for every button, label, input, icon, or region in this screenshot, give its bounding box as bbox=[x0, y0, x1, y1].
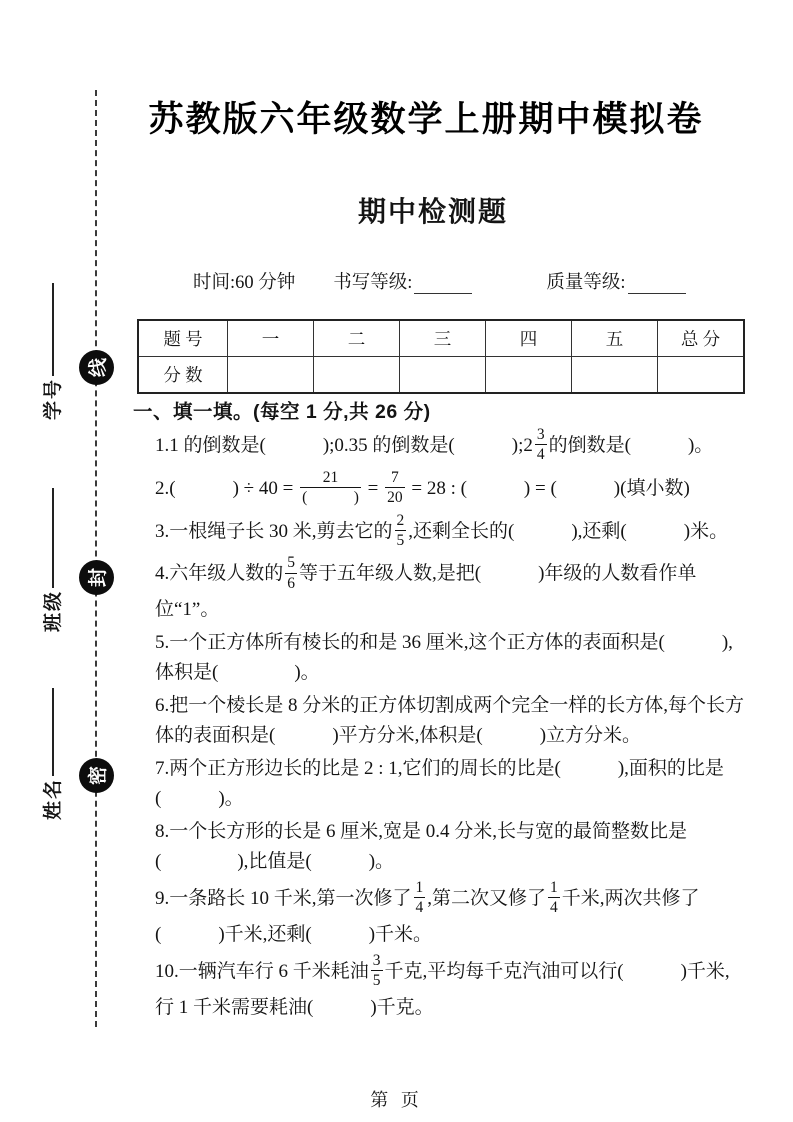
fraction bbox=[414, 878, 426, 918]
question bbox=[155, 953, 761, 1023]
question-line bbox=[155, 513, 761, 553]
seal-margin-label-text: 学号 bbox=[42, 377, 64, 420]
fraction-numerator: 5 bbox=[287, 554, 296, 572]
question-line bbox=[155, 920, 761, 950]
question bbox=[155, 817, 761, 877]
question bbox=[155, 555, 761, 625]
fraction bbox=[548, 878, 560, 918]
question bbox=[155, 691, 761, 751]
question-text: = bbox=[362, 477, 384, 499]
exam-info-row bbox=[193, 268, 686, 294]
question-text: 体的表面积是( )平方分米,体积是( )立方分米。 bbox=[155, 725, 642, 746]
question-line bbox=[155, 470, 761, 510]
seal-margin-label-blank bbox=[49, 688, 54, 776]
score-cell-blank bbox=[314, 357, 400, 394]
question-line bbox=[155, 880, 761, 920]
question-line bbox=[155, 754, 761, 784]
fraction-numerator: 2 bbox=[396, 511, 405, 529]
question-text: 4.六年级人数的 bbox=[155, 563, 284, 585]
fraction-denominator: 6 bbox=[287, 574, 296, 592]
quality-grade-blank bbox=[628, 290, 686, 294]
score-cell-blank bbox=[228, 357, 314, 394]
question-line bbox=[155, 595, 761, 625]
question-text: 位“1”。 bbox=[155, 599, 220, 620]
seal-margin-label-text: 班级 bbox=[42, 589, 64, 632]
question-line bbox=[155, 658, 761, 688]
fraction bbox=[371, 951, 383, 991]
score-cell-blank bbox=[486, 357, 572, 394]
question bbox=[155, 754, 761, 814]
question-line bbox=[155, 721, 761, 751]
section-1-heading: 一、填一填。(每空 1 分,共 26 分) bbox=[133, 401, 431, 423]
question-text: = 28 : ( ) = ( )(填小数) bbox=[406, 477, 690, 499]
fraction-numerator: 1 bbox=[415, 879, 424, 896]
fraction-numerator: 3 bbox=[372, 951, 381, 969]
fraction-denominator: 4 bbox=[536, 446, 545, 464]
page-footer: 第 页 bbox=[370, 1090, 423, 1110]
fraction bbox=[300, 468, 361, 508]
question-text: ,还剩全长的( ),还剩( )米。 bbox=[408, 520, 729, 542]
fraction-numerator: 1 bbox=[550, 879, 558, 896]
question bbox=[155, 880, 761, 950]
page-subtitle: 期中检测题 bbox=[357, 197, 508, 228]
question-text: 行 1 千米需要耗油( )千克。 bbox=[155, 996, 434, 1018]
fraction-numerator: 7 bbox=[390, 468, 399, 486]
score-table bbox=[137, 319, 745, 394]
fraction-denominator: ( ) bbox=[302, 489, 359, 507]
question-text: 体积是( )。 bbox=[155, 662, 320, 683]
question bbox=[155, 470, 761, 510]
seal-margin-label-blank bbox=[49, 283, 54, 376]
seal-circle-0: 线 bbox=[79, 350, 114, 385]
score-table-header-cell: 五 bbox=[572, 320, 658, 357]
seal-circle-2: 密 bbox=[79, 758, 114, 793]
fraction-denominator: 4 bbox=[550, 899, 558, 917]
score-table-header-cell: 三 bbox=[400, 320, 486, 357]
writing-grade-label: 书写等级: bbox=[333, 273, 413, 293]
fraction-denominator: 4 bbox=[415, 899, 424, 917]
question bbox=[155, 427, 761, 467]
score-table-header-cell: 题 号 bbox=[138, 320, 228, 357]
question-line bbox=[155, 784, 761, 814]
seal-margin-label-blank bbox=[49, 488, 54, 588]
writing-grade-blank bbox=[414, 290, 472, 294]
fraction bbox=[395, 511, 407, 551]
fraction-denominator: 5 bbox=[396, 531, 405, 549]
seal-circle-1: 封 bbox=[79, 560, 114, 595]
fraction-numerator: 3 bbox=[536, 426, 545, 443]
fraction-denominator: 20 bbox=[387, 489, 403, 507]
score-table-header-cell: 二 bbox=[314, 320, 400, 357]
quality-grade-label: 质量等级: bbox=[546, 273, 626, 293]
page-title: 苏教版六年级数学上册期中模拟卷 bbox=[148, 100, 704, 139]
seal-margin-label-2 bbox=[38, 688, 64, 820]
question-line bbox=[155, 628, 761, 658]
fraction-denominator: 5 bbox=[372, 972, 381, 990]
question-line bbox=[155, 993, 761, 1023]
question-text: ( )。 bbox=[155, 788, 244, 809]
question-line bbox=[155, 691, 761, 721]
question-text: 千克,平均每千克汽油可以行( )千米, bbox=[384, 960, 730, 982]
question-text: 7.两个正方形边长的比是 2 : 1,它们的周长的比是( ),面积的比是 bbox=[155, 758, 724, 779]
question-text: 5.一个正方体所有棱长的和是 36 厘米,这个正方体的表面积是( ), bbox=[155, 632, 733, 653]
fraction bbox=[285, 553, 297, 593]
question-line bbox=[155, 555, 761, 595]
question-line bbox=[155, 953, 761, 993]
question-line bbox=[155, 427, 761, 467]
time-label: 时间:60 分钟 bbox=[193, 273, 296, 293]
score-table-header-cell: 总 分 bbox=[658, 320, 745, 357]
question bbox=[155, 513, 761, 553]
seal-margin-label-0 bbox=[38, 283, 64, 420]
question-text: 的倒数是( )。 bbox=[548, 435, 714, 457]
question-text: 3.一根绳子长 30 米,剪去它的 bbox=[155, 520, 393, 542]
question-list bbox=[155, 427, 761, 1026]
score-table-header-cell: 四 bbox=[486, 320, 572, 357]
fraction-numerator: 21 bbox=[322, 468, 339, 486]
question-text: 8.一个长方形的长是 6 厘米,宽是 0.4 分米,长与宽的最简整数比是 bbox=[155, 821, 688, 842]
question-text: 等于五年级人数,是把( )年级的人数看作单 bbox=[299, 563, 697, 585]
score-cell-blank bbox=[572, 357, 658, 394]
score-cell-blank bbox=[400, 357, 486, 394]
question-text: 千米,两次共修了 bbox=[561, 888, 700, 910]
fraction bbox=[385, 468, 405, 508]
score-table-header-cell: 一 bbox=[228, 320, 314, 357]
question-text: 10.一辆汽车行 6 千米耗油 bbox=[155, 960, 369, 982]
seal-dashed-line bbox=[95, 90, 97, 1027]
question-line bbox=[155, 817, 761, 847]
seal-margin-label-1 bbox=[38, 488, 64, 632]
score-row-label: 分 数 bbox=[138, 357, 228, 394]
question-text: ,第二次又修了 bbox=[427, 888, 547, 910]
question-text: 2.( ) ÷ 40 = bbox=[155, 477, 299, 499]
question bbox=[155, 628, 761, 688]
question-text: ( ),比值是( )。 bbox=[155, 851, 395, 872]
score-cell-blank bbox=[658, 357, 745, 394]
fraction bbox=[535, 425, 547, 465]
question-text: ( )千米,还剩( )千米。 bbox=[155, 923, 433, 945]
question-line bbox=[155, 847, 761, 877]
question-text: 6.把一个棱长是 8 分米的正方体切割成两个完全一样的长方体,每个长方 bbox=[155, 695, 745, 716]
seal-margin-label-text: 姓名 bbox=[42, 777, 64, 820]
question-text: 1.1 的倒数是( );0.35 的倒数是( );2 bbox=[155, 435, 533, 457]
question-text: 9.一条路长 10 千米,第一次修了 bbox=[155, 888, 412, 910]
